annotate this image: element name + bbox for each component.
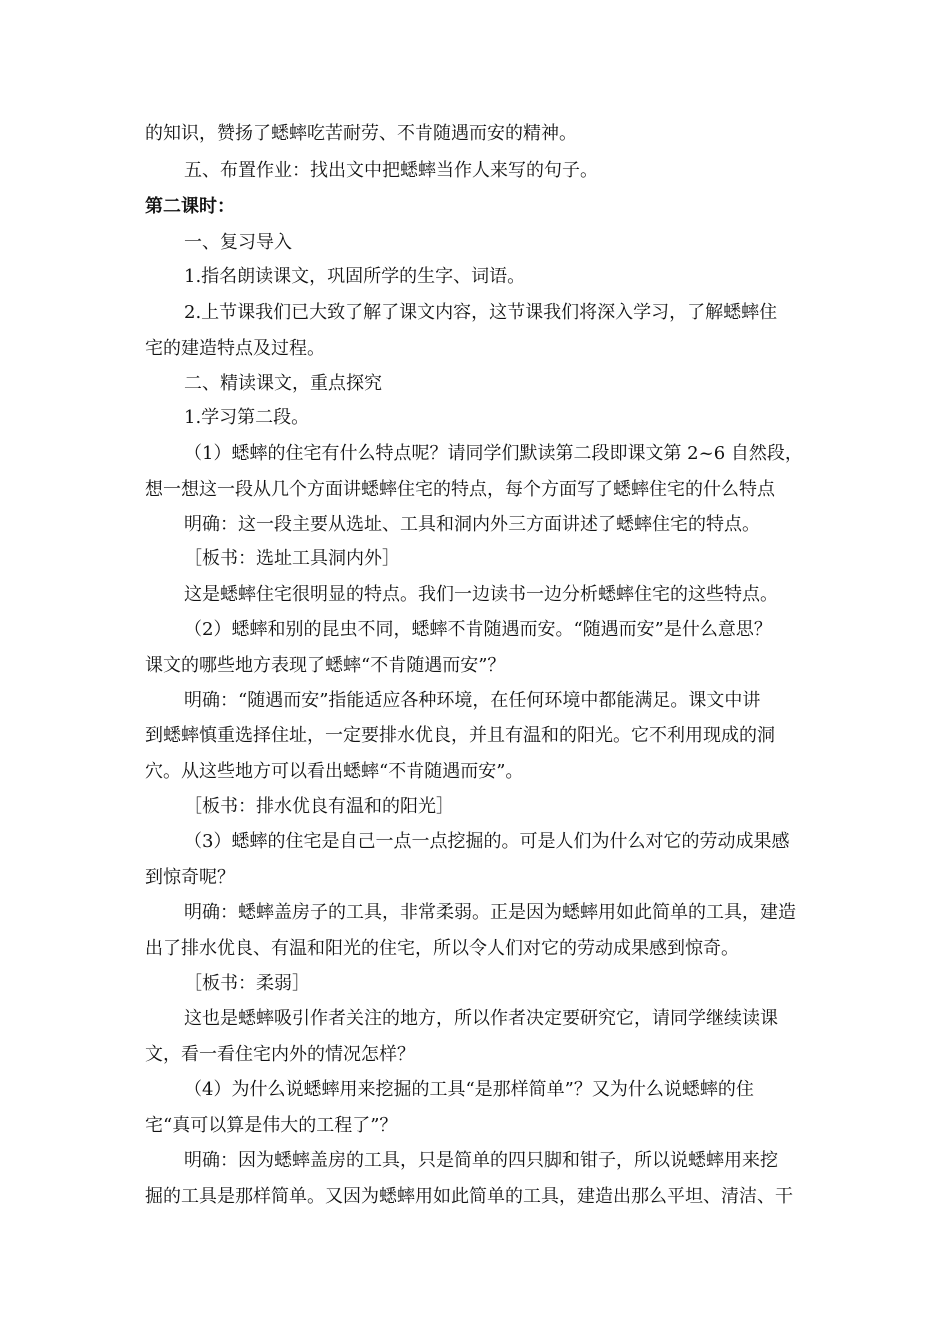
text-line: （2）蟋蟀和别的昆虫不同，蟋蟀不肯随遇而安。“随遇而安”是什么意思？ bbox=[184, 619, 772, 640]
text-line: 掘的工具是那样简单。又因为蟋蟀用如此简单的工具，建造出那么平坦、清洁、干 bbox=[145, 1186, 793, 1207]
text-line: 出了排水优良、有温和阳光的住宅，所以令人们对它的劳动成果感到惊奇。 bbox=[145, 938, 739, 959]
text-line: 宅“真可以算是伟大的工程了”？ bbox=[145, 1115, 398, 1136]
text-line: 一、复习导入 bbox=[184, 232, 292, 253]
text-line: 五、布置作业：找出文中把蟋蟀当作人来写的句子。 bbox=[184, 160, 598, 181]
text-line: 明确：“随遇而安”指能适应各种环境，在任何环境中都能满足。课文中讲 bbox=[184, 690, 761, 711]
text-line: 到惊奇呢？ bbox=[145, 867, 235, 888]
text-line: 想一想这一段从几个方面讲蟋蟀住宅的特点，每个方面写了蟋蟀住宅的什么特点 bbox=[145, 479, 775, 500]
text-line: 宅的建造特点及过程。 bbox=[145, 338, 325, 359]
text-line: 的知识，赞扬了蟋蟀吃苦耐劳、不肯随遇而安的精神。 bbox=[145, 123, 577, 144]
text-line: ［板书：选址工具洞内外］ bbox=[184, 548, 400, 569]
text-line: 这是蟋蟀住宅很明显的特点。我们一边读书一边分析蟋蟀住宅的这些特点。 bbox=[184, 584, 778, 605]
text-line: 二、精读课文，重点探究 bbox=[184, 373, 382, 394]
text-line: 1.学习第二段。 bbox=[184, 407, 310, 428]
text-line: 文，看一看住宅内外的情况怎样？ bbox=[145, 1044, 415, 1065]
text-line: 明确：因为蟋蟀盖房的工具，只是简单的四只脚和钳子，所以说蟋蟀用来挖 bbox=[184, 1150, 778, 1171]
text-line: 明确：蟋蟀盖房子的工具，非常柔弱。正是因为蟋蟀用如此简单的工具，建造 bbox=[184, 902, 796, 923]
text-line: 到蟋蟀慎重选择住址，一定要排水优良，并且有温和的阳光。它不利用现成的洞 bbox=[145, 725, 775, 746]
text-line: 1.指名朗读课文，巩固所学的生字、词语。 bbox=[184, 266, 526, 287]
text-line: ［板书：排水优良有温和的阳光］ bbox=[184, 796, 454, 817]
text-line: 穴。从这些地方可以看出蟋蟀“不肯随遇而安”。 bbox=[145, 761, 524, 782]
section-heading: 第二课时： bbox=[145, 196, 235, 217]
text-line: 这也是蟋蟀吸引作者关注的地方，所以作者决定要研究它，请同学继续读课 bbox=[184, 1008, 778, 1029]
text-line: （4）为什么说蟋蟀用来挖掘的工具“是那样简单”？又为什么说蟋蟀的住 bbox=[184, 1079, 754, 1100]
text-line: （1）蟋蟀的住宅有什么特点呢？请同学们默读第二段即课文第 2~6 自然段， bbox=[184, 443, 803, 464]
text-line: ［板书：柔弱］ bbox=[184, 973, 310, 994]
text-line: （3）蟋蟀的住宅是自己一点一点挖掘的。可是人们为什么对它的劳动成果感 bbox=[184, 831, 790, 852]
text-line: 2.上节课我们已大致了解了课文内容，这节课我们将深入学习，了解蟋蟀住 bbox=[184, 302, 778, 323]
text-line: 明确：这一段主要从选址、工具和洞内外三方面讲述了蟋蟀住宅的特点。 bbox=[184, 514, 760, 535]
text-line: 课文的哪些地方表现了蟋蟀“不肯随遇而安”？ bbox=[145, 655, 506, 676]
